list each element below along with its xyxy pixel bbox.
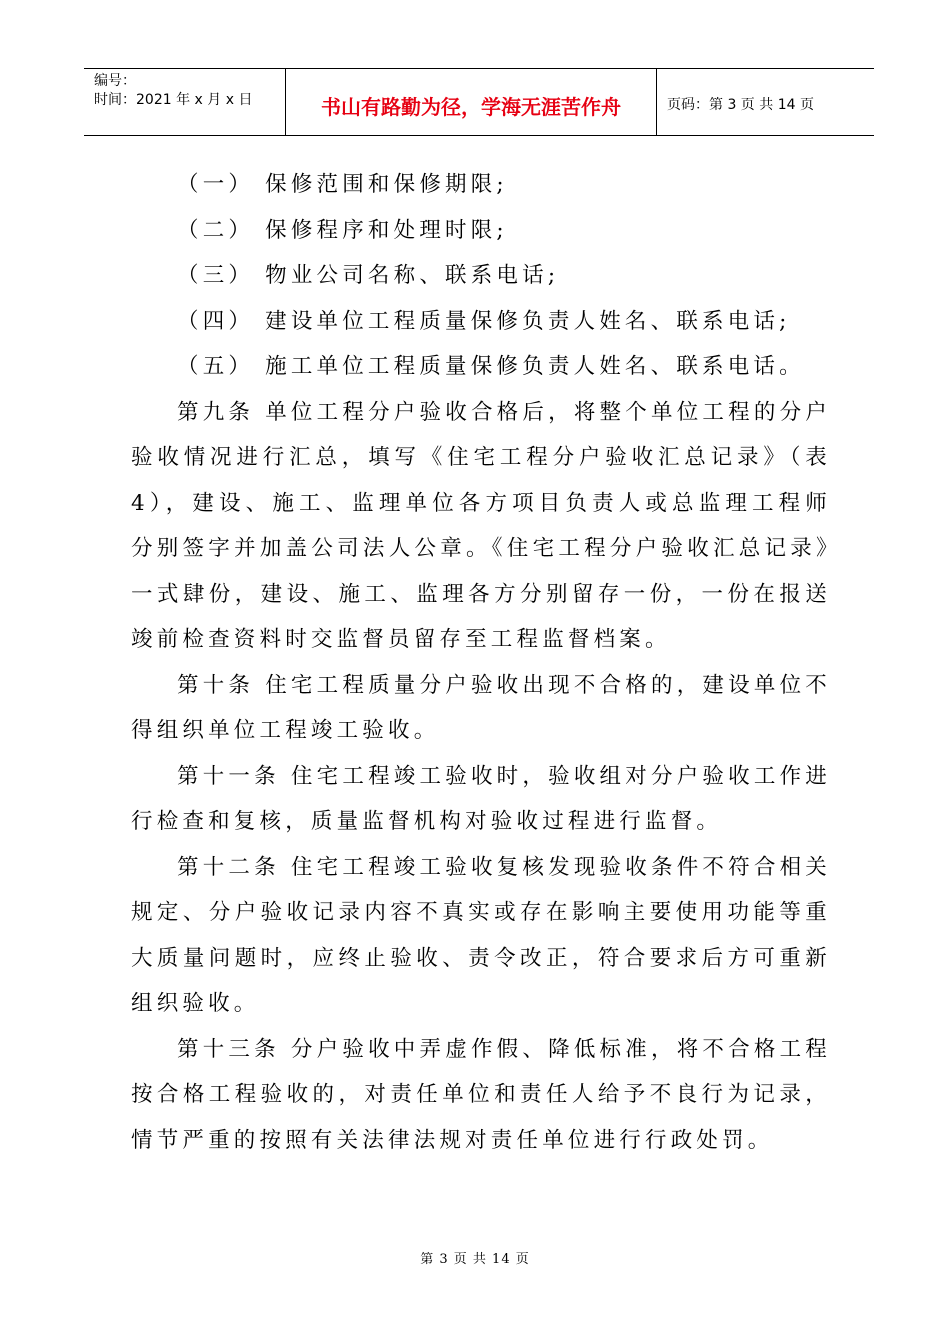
header-meta <box>84 69 285 135</box>
paragraph: 第十二条 住宅工程竣工验收复核发现验收条件不符合相关规定、分户验收记录内容不真实或存在影响主要使用功能等重大质量问题时，应终止验收、责令改正，符合要求后方可重新组织验收。 <box>131 854 831 1016</box>
document-body <box>131 162 831 1163</box>
header-motto: 书山有路勤为径，学海无涯苦作舟 <box>285 69 657 135</box>
paragraph: 第十条 住宅工程质量分户验收出现不合格的，建设单位不得组织单位工程竣工验收。 <box>131 672 831 743</box>
code-label: 编号： <box>94 73 136 89</box>
paragraph: 第十一条 住宅工程竣工验收时，验收组对分户验收工作进行检查和复核，质量监督机构对验收过程进行监督。 <box>131 763 831 834</box>
paragraph: （一） 保修范围和保修期限; <box>177 172 508 197</box>
paragraph: （四） 建设单位工程质量保修负责人姓名、联系电话; <box>177 308 791 334</box>
paragraph: （五） 施工单位工程质量保修负责人姓名、联系电话。 <box>177 354 805 379</box>
page-footer: 第 3 页 共 14 页 <box>420 1252 530 1267</box>
paragraph: （二） 保修程序和处理时限; <box>177 217 508 243</box>
paragraph: 第九条 单位工程分户验收合格后，将整个单位工程的分户验收情况进行汇总，填写《住宅工程分户验收汇总记录》（表4），建设、施工、监理单位各方项目负责人或总监理工程师分别签字并加盖公司法人公章。《住宅工程分户验收汇总记录》一式肆份，建设、施工、监理各方分别留存一份，一份在报送竣前检查资料时交监督员留存至工程监督档案。 <box>131 399 831 652</box>
time-label: 时间：2021 年 x 月 x 日 <box>94 92 253 108</box>
paragraph: （三） 物业公司名称、联系电话; <box>177 263 560 288</box>
header-page-number: 页码：第 3 页 共 14 页 <box>667 97 814 113</box>
paragraph: 第十三条 分户验收中弄虚作假、降低标准，将不合格工程按合格工程验收的，对责任单位和责任人给予不良行为记录，情节严重的按照有关法律法规对责任单位进行行政处罚。 <box>131 1036 831 1153</box>
page-header <box>84 68 874 136</box>
